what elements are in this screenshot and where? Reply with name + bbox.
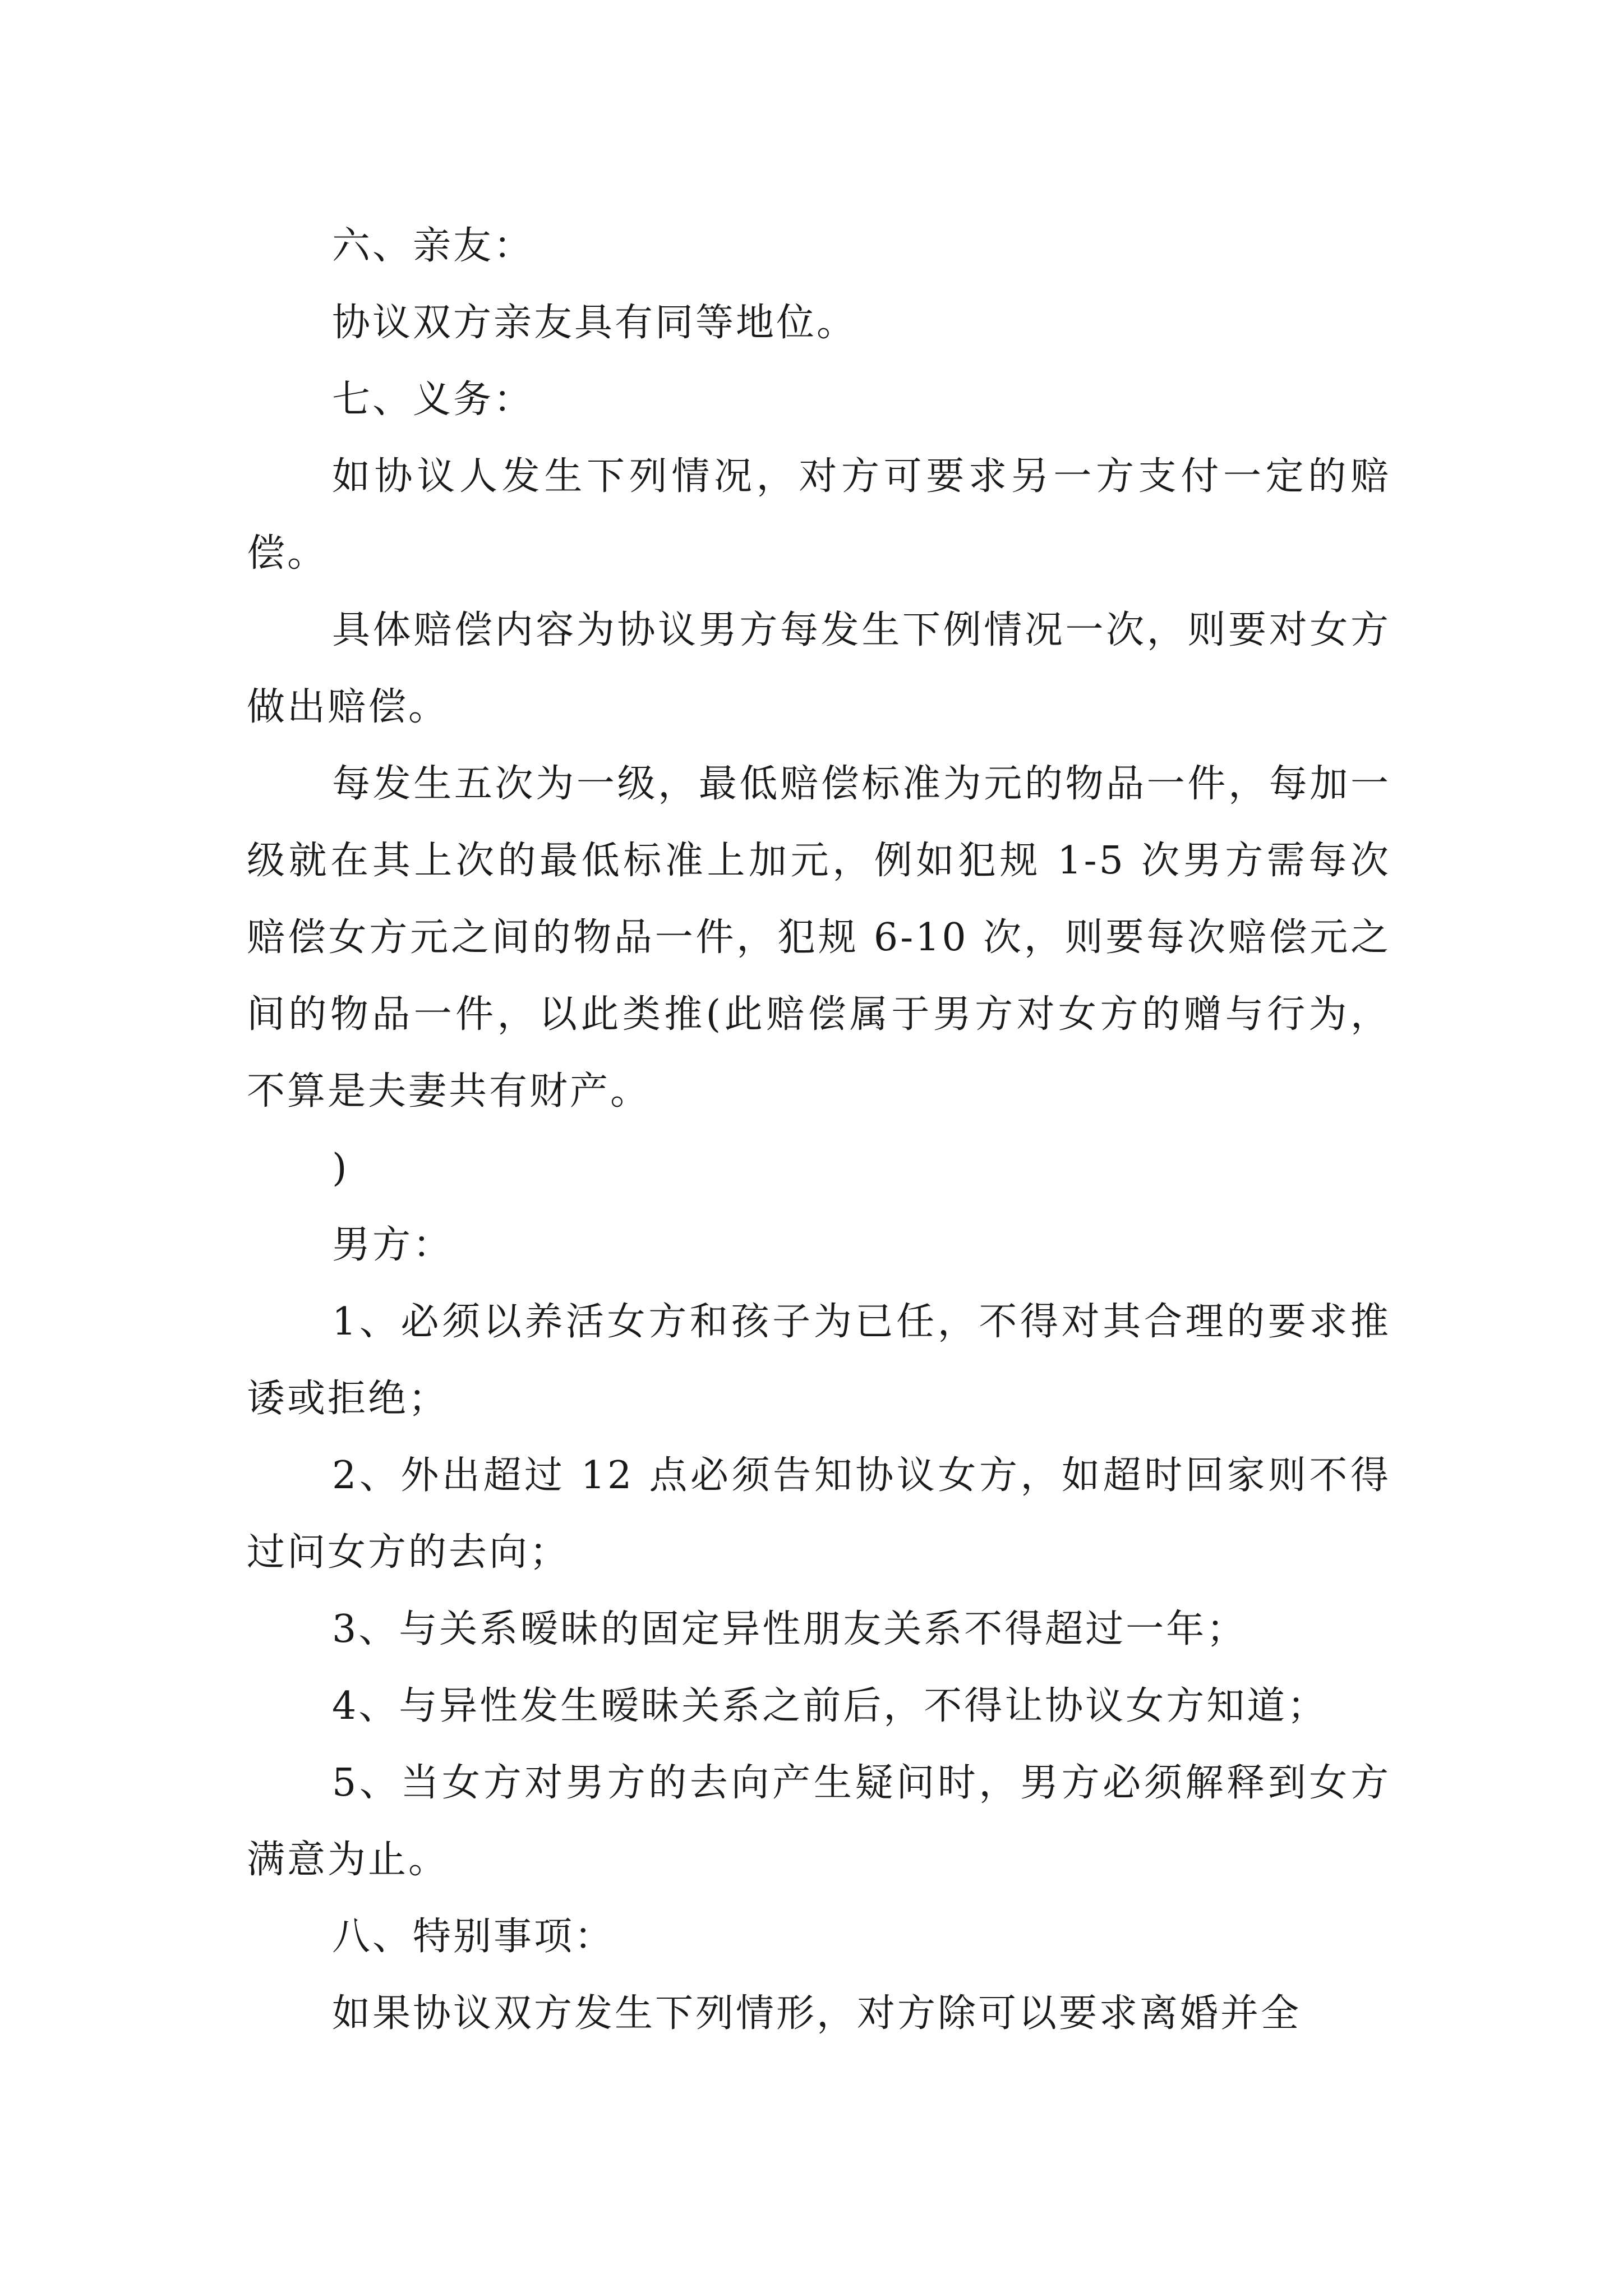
paragraph: 每发生五次为一级，最低赔偿标准为元的物品一件，每加一级就在其上次的最低标准上加元，例如犯规 1-5 次男方需每次赔偿女方元之间的物品一件，犯规 6-10 次，则要每次赔偿元之间的物品一件，以此类推(此赔偿属于男方对女方的赠与行为，不算是夫妻共有财产。	[247, 762, 1391, 1114]
list-item: 3、与关系暧昧的固定异性朋友关系不得超过一年；	[332, 1607, 1247, 1651]
paragraph: 如果协议双方发生下列情形，对方除可以要求离婚并全	[332, 1991, 1302, 2036]
list-item: 5、当女方对男方的去向产生疑问时，男方必须解释到女方满意为止。	[247, 1761, 1391, 1882]
list-item: 4、与异性发生暧昧关系之前后，不得让协议女方知道；	[332, 1684, 1328, 1728]
list-item: 2、外出超过 12 点必须告知协议女方，如超时回家则不得过问女方的去向；	[247, 1453, 1391, 1575]
section-heading-obligations: 七、义务：	[332, 378, 534, 422]
list-item: 1、必须以养活女方和孩子为已任，不得对其合理的要求推诿或拒绝；	[247, 1300, 1391, 1421]
section-heading-special-matters: 八、特别事项：	[332, 1915, 615, 1959]
paragraph: 具体赔偿内容为协议男方每发生下例情况一次，则要对女方做出赔偿。	[247, 608, 1391, 729]
section-heading-relatives: 六、亲友：	[332, 224, 534, 268]
subheading-male-party: 男方：	[332, 1223, 454, 1267]
paragraph: 如协议人发生下列情况，对方可要求另一方支付一定的赔偿。	[247, 454, 1391, 576]
document-body	[247, 208, 1391, 2052]
paragraph: 协议双方亲友具有同等地位。	[332, 301, 857, 345]
paragraph: )	[332, 1146, 349, 1190]
